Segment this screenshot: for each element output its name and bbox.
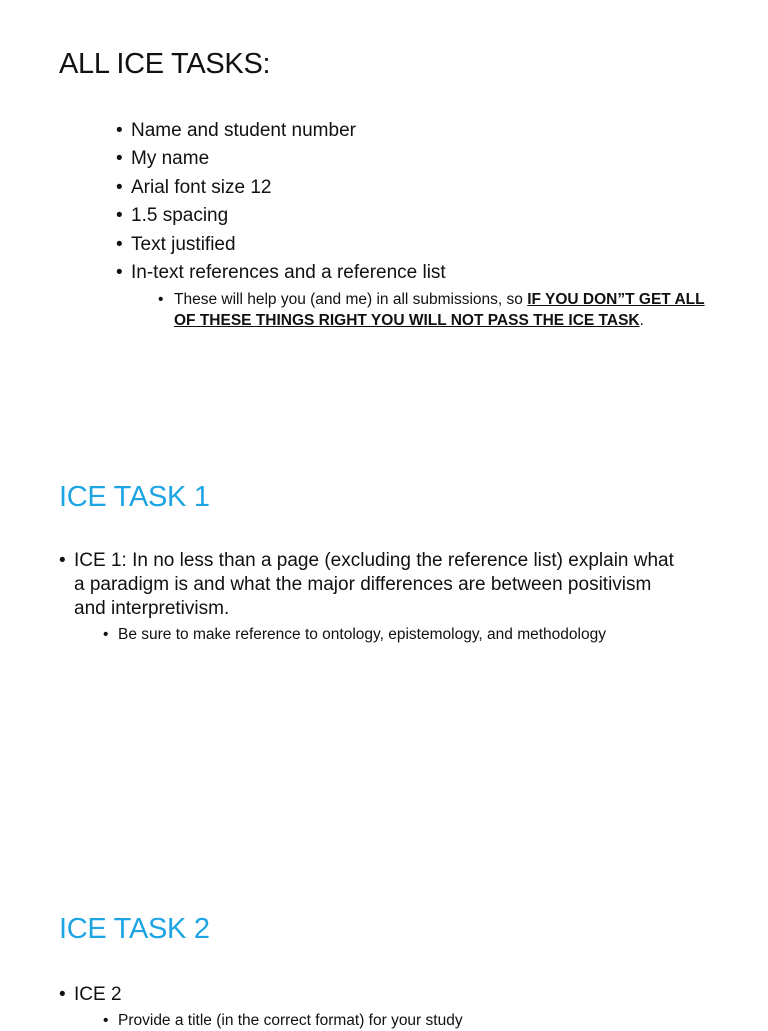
task-list <box>59 549 679 645</box>
list-item: • Name and student number <box>116 117 718 145</box>
list-item: • My name <box>116 145 718 173</box>
task-description: ICE 2 <box>74 984 122 1005</box>
sub-list <box>103 625 679 645</box>
list-item-label: In-text references and a reference list <box>131 262 446 284</box>
warning-emphasis: IF YOU DON”T GET ALL OF THESE THINGS RIGHT YOU WILL NOT PASS THE ICE TASK <box>174 291 705 330</box>
slide-title: ICE TASK 1 <box>59 481 210 513</box>
requirements-list <box>116 117 718 331</box>
sub-list-item: • Be sure to make reference to ontology, epistemology, and methodology <box>103 625 679 645</box>
slide-title: ALL ICE TASKS: <box>59 48 271 80</box>
slide-ice-task-1 <box>0 460 768 890</box>
sub-list <box>158 289 718 331</box>
slide-all-ice-tasks <box>0 0 768 460</box>
sub-list-item <box>158 289 718 331</box>
list-item <box>116 259 718 331</box>
list-item <box>59 549 679 645</box>
slide-ice-task-2 <box>0 890 768 1029</box>
task-description: ICE 1: In no less than a page (excluding the reference list) explain what a paradigm is and what the major differences are between positivism and interpretivism. <box>74 550 674 619</box>
sub-item-end: . <box>639 312 644 330</box>
sub-list <box>103 1011 463 1031</box>
list-item: • Arial font size 12 <box>116 174 718 202</box>
list-item: • Text justified <box>116 231 718 259</box>
list-item: • 1.5 spacing <box>116 202 718 230</box>
sub-item-text: These will help you (and me) in all submissions, so <box>174 291 528 309</box>
slide-title: ICE TASK 2 <box>59 913 210 945</box>
sub-list-item: • Provide a title (in the correct format) for your study <box>103 1011 463 1031</box>
